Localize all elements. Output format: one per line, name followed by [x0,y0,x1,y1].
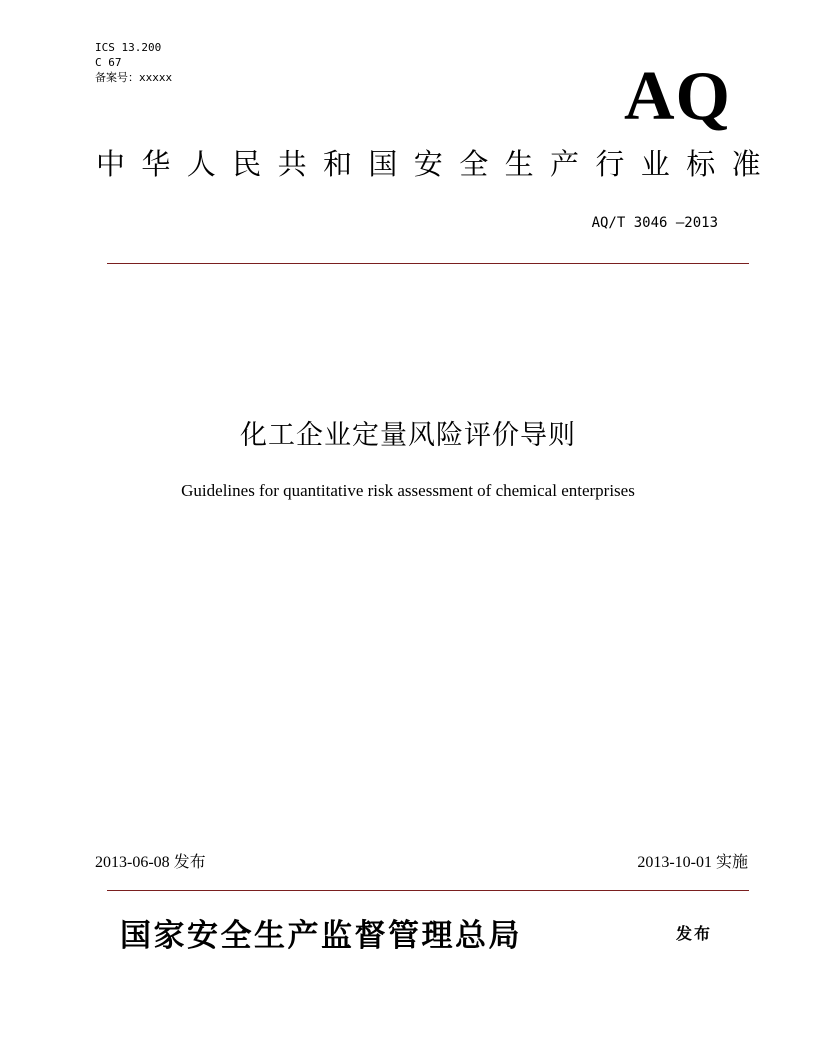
standard-category-title: 中华人民共和国安全生产行业标准 [96,147,778,181]
issue-date: 2013-06-08 发布 [95,854,206,871]
document-title-en: Guidelines for quantitative risk assessment of chemical enterprises [181,481,635,500]
effective-date: 2013-10-01 实施 [637,854,748,871]
top-divider [107,263,749,264]
ics-code: ICS 13.200 [95,41,162,54]
bottom-divider [107,890,749,891]
publisher-name: 国家安全生产监督管理总局 [120,918,522,954]
document-title-zh: 化工企业定量风险评价导则 [240,420,576,451]
aq-logo: AQ [624,58,731,135]
publish-label: 发布 [676,924,713,943]
standard-number: AQ/T 3046 —2013 [591,215,718,231]
classification-block [95,40,172,85]
ccs-code: C 67 [95,56,122,69]
record-number: 备案号：xxxxx [95,71,173,84]
